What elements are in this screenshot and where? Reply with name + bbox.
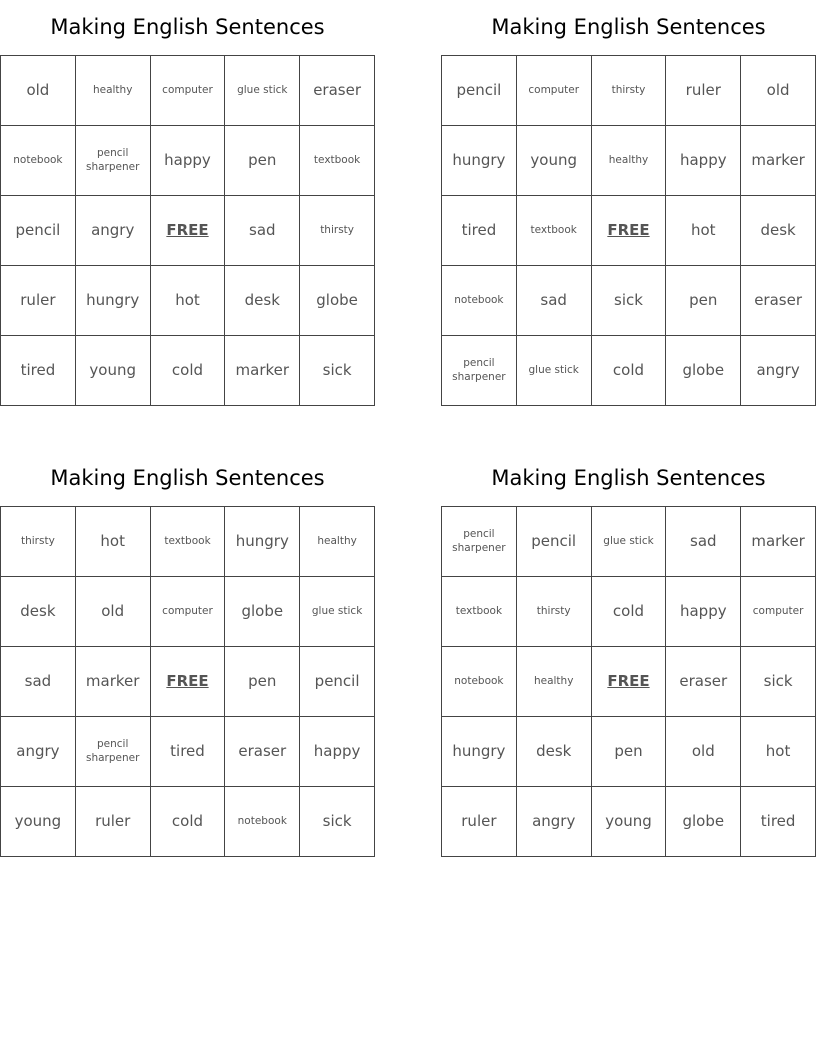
bingo-cell: eraser bbox=[300, 56, 375, 126]
bingo-cell: computer bbox=[741, 577, 816, 647]
card-title: Making English Sentences bbox=[50, 15, 325, 39]
bingo-cell: glue stick bbox=[225, 56, 300, 126]
bingo-cell: eraser bbox=[666, 647, 741, 717]
bingo-cell: cold bbox=[592, 577, 667, 647]
bingo-cell: computer bbox=[517, 56, 592, 126]
bingo-cell: desk bbox=[517, 717, 592, 787]
bingo-cell: sad bbox=[517, 266, 592, 336]
bingo-cell: notebook bbox=[442, 266, 517, 336]
bingo-cell: eraser bbox=[741, 266, 816, 336]
bingo-cell: desk bbox=[1, 577, 76, 647]
bingo-grid bbox=[441, 55, 816, 406]
bingo-cell: hot bbox=[666, 196, 741, 266]
free-space: FREE bbox=[151, 196, 226, 266]
bingo-cell: glue stick bbox=[300, 577, 375, 647]
bingo-cell: old bbox=[1, 56, 76, 126]
bingo-card-2 bbox=[441, 0, 816, 406]
bingo-grid bbox=[441, 506, 816, 857]
bingo-cell: pencil sharpener bbox=[76, 717, 151, 787]
bingo-cell: notebook bbox=[225, 787, 300, 857]
bingo-cell: old bbox=[666, 717, 741, 787]
bingo-cell: happy bbox=[151, 126, 226, 196]
bingo-cell: sad bbox=[666, 507, 741, 577]
bingo-cell: happy bbox=[300, 717, 375, 787]
bingo-cell: ruler bbox=[76, 787, 151, 857]
bingo-grid bbox=[0, 506, 375, 857]
bingo-cell: marker bbox=[741, 507, 816, 577]
bingo-cell: textbook bbox=[151, 507, 226, 577]
bingo-cell: globe bbox=[666, 336, 741, 406]
card-title: Making English Sentences bbox=[491, 466, 766, 490]
bingo-cell: hot bbox=[741, 717, 816, 787]
bingo-cell: ruler bbox=[666, 56, 741, 126]
bingo-cell: sick bbox=[300, 336, 375, 406]
bingo-cell: young bbox=[76, 336, 151, 406]
bingo-cell: angry bbox=[517, 787, 592, 857]
bingo-cell: cold bbox=[592, 336, 667, 406]
bingo-card-4 bbox=[441, 451, 816, 857]
bingo-cell: healthy bbox=[592, 126, 667, 196]
bingo-cell: pencil bbox=[517, 507, 592, 577]
bingo-card-1 bbox=[0, 0, 375, 406]
bingo-cell: textbook bbox=[300, 126, 375, 196]
bingo-cell: pencil bbox=[442, 56, 517, 126]
bingo-cell: hungry bbox=[225, 507, 300, 577]
card-title: Making English Sentences bbox=[491, 15, 766, 39]
bingo-cell: pen bbox=[666, 266, 741, 336]
bingo-cell: desk bbox=[741, 196, 816, 266]
bingo-cell: young bbox=[517, 126, 592, 196]
bingo-cell: pencil sharpener bbox=[442, 507, 517, 577]
bingo-cell: globe bbox=[225, 577, 300, 647]
bingo-cell: healthy bbox=[300, 507, 375, 577]
bingo-cell: angry bbox=[1, 717, 76, 787]
bingo-cell: happy bbox=[666, 126, 741, 196]
bingo-cell: glue stick bbox=[517, 336, 592, 406]
bingo-cell: healthy bbox=[76, 56, 151, 126]
bingo-cell: thirsty bbox=[592, 56, 667, 126]
bingo-cell: thirsty bbox=[300, 196, 375, 266]
bingo-cell: textbook bbox=[442, 577, 517, 647]
bingo-cell: ruler bbox=[442, 787, 517, 857]
bingo-cell: globe bbox=[300, 266, 375, 336]
bingo-cell: tired bbox=[741, 787, 816, 857]
bingo-cell: eraser bbox=[225, 717, 300, 787]
bingo-cell: tired bbox=[442, 196, 517, 266]
bingo-cell: pen bbox=[225, 647, 300, 717]
bingo-cell: notebook bbox=[1, 126, 76, 196]
bingo-cell: marker bbox=[76, 647, 151, 717]
bingo-cell: thirsty bbox=[1, 507, 76, 577]
bingo-cell: cold bbox=[151, 336, 226, 406]
bingo-cell: glue stick bbox=[592, 507, 667, 577]
bingo-cell: computer bbox=[151, 56, 226, 126]
bingo-cell: desk bbox=[225, 266, 300, 336]
bingo-cell: hungry bbox=[76, 266, 151, 336]
bingo-grid bbox=[0, 55, 375, 406]
bingo-cell: ruler bbox=[1, 266, 76, 336]
bingo-cell: happy bbox=[666, 577, 741, 647]
bingo-cell: hot bbox=[76, 507, 151, 577]
bingo-cell: healthy bbox=[517, 647, 592, 717]
bingo-cell: textbook bbox=[517, 196, 592, 266]
bingo-cell: pencil bbox=[300, 647, 375, 717]
free-space: FREE bbox=[592, 196, 667, 266]
bingo-cell: sad bbox=[1, 647, 76, 717]
bingo-cell: thirsty bbox=[517, 577, 592, 647]
bingo-cell: computer bbox=[151, 577, 226, 647]
free-space: FREE bbox=[151, 647, 226, 717]
bingo-cell: cold bbox=[151, 787, 226, 857]
bingo-cell: hungry bbox=[442, 126, 517, 196]
bingo-cell: tired bbox=[151, 717, 226, 787]
free-space: FREE bbox=[592, 647, 667, 717]
bingo-cell: tired bbox=[1, 336, 76, 406]
bingo-cell: pencil sharpener bbox=[76, 126, 151, 196]
bingo-cell: sick bbox=[300, 787, 375, 857]
bingo-cell: sad bbox=[225, 196, 300, 266]
bingo-cell: sick bbox=[741, 647, 816, 717]
bingo-cell: pen bbox=[592, 717, 667, 787]
bingo-cell: sick bbox=[592, 266, 667, 336]
bingo-cell: angry bbox=[76, 196, 151, 266]
bingo-cell: marker bbox=[741, 126, 816, 196]
bingo-cell: hungry bbox=[442, 717, 517, 787]
bingo-cell: globe bbox=[666, 787, 741, 857]
bingo-cell: marker bbox=[225, 336, 300, 406]
bingo-cell: pen bbox=[225, 126, 300, 196]
bingo-cell: young bbox=[1, 787, 76, 857]
bingo-cell: angry bbox=[741, 336, 816, 406]
bingo-cell: hot bbox=[151, 266, 226, 336]
bingo-cell: pencil bbox=[1, 196, 76, 266]
bingo-card-3 bbox=[0, 451, 375, 857]
bingo-cell: young bbox=[592, 787, 667, 857]
bingo-cell: old bbox=[76, 577, 151, 647]
card-title: Making English Sentences bbox=[50, 466, 325, 490]
bingo-cell: old bbox=[741, 56, 816, 126]
bingo-cell: pencil sharpener bbox=[442, 336, 517, 406]
bingo-cell: notebook bbox=[442, 647, 517, 717]
